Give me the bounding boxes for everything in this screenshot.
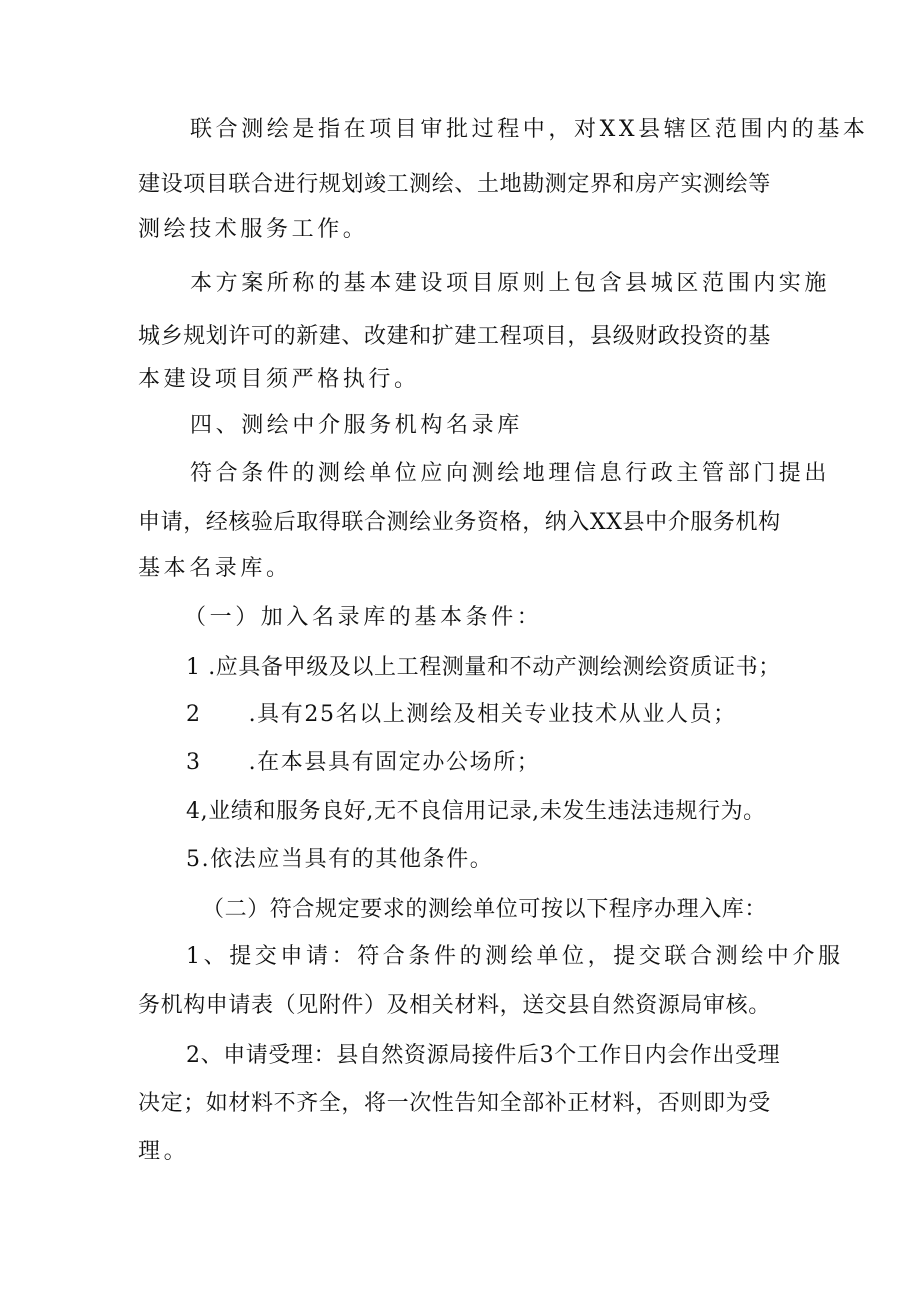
paragraph-1-line-3: 测绘技术服务工作。 bbox=[138, 217, 369, 242]
section-heading: 四、测绘中介服务机构名录库 bbox=[190, 413, 523, 438]
list-item-2-number: 2 bbox=[186, 702, 202, 727]
list-item-4: 4,业绩和服务良好,无不良信用记录,未发生违法违规行为。 bbox=[186, 799, 766, 824]
procedure-1-line-1: 1、提交申请：符合条件的测绘单位，提交联合测绘中介服 bbox=[186, 944, 844, 969]
subheading-1: （一）加入名录库的基本条件： bbox=[184, 605, 543, 630]
paragraph-1-line-2: 建设项目联合进行规划竣工测绘、土地勘测定界和房产实测绘等 bbox=[138, 172, 771, 197]
paragraph-3-line-1: 符合条件的测绘单位应向测绘地理信息行政主管部门提出 bbox=[190, 461, 831, 486]
list-item-3-number: 3 bbox=[186, 750, 202, 775]
list-item-3-text: .在本县具有固定办公场所； bbox=[248, 750, 541, 775]
list-item-1 bbox=[186, 655, 781, 681]
procedure-2-line-3: 理。 bbox=[138, 1139, 190, 1164]
list-item-2-text: .具有25名以上测绘及相关专业技术从业人员； bbox=[248, 702, 737, 727]
subheading-2: （二）符合规定要求的测绘单位可按以下程序办理入库： bbox=[202, 897, 768, 922]
paragraph-2-line-3: 本建设项目须严格执行。 bbox=[138, 367, 420, 392]
paragraph-3-line-2: 申请，经核验后取得联合测绘业务资格，纳入XX县中介服务机构 bbox=[138, 510, 781, 535]
procedure-1-line-2: 务机构申请表（见附件）及相关材料，送交县自然资源局审核。 bbox=[138, 993, 771, 1018]
list-item-3 bbox=[186, 750, 540, 776]
list-item-1-number: 1 bbox=[186, 655, 201, 680]
list-item-1-text: .应具备甲级及以上工程测量和不动产测绘测绘资质证书； bbox=[208, 655, 781, 680]
paragraph-2-line-1: 本方案所称的基本建设项目原则上包含县城区范围内实施 bbox=[190, 271, 831, 296]
list-item-5: 5.依法应当具有的其他条件。 bbox=[186, 847, 494, 872]
paragraph-2-line-2: 城乡规划许可的新建、改建和扩建工程项目，县级财政投资的基 bbox=[138, 324, 771, 349]
paragraph-3-line-3: 基本名录库。 bbox=[138, 556, 292, 581]
paragraph-1-line-1: 联合测绘是指在项目审批过程中，对XX县辖区范围内的基本 bbox=[190, 117, 869, 142]
procedure-2-line-1: 2、申请受理：县自然资源局接件后3个工作日内会作出受理 bbox=[186, 1043, 781, 1068]
list-item-2 bbox=[186, 702, 737, 728]
procedure-2-line-2: 决定；如材料不齐全，将一次性告知全部补正材料，否则即为受 bbox=[138, 1091, 771, 1116]
